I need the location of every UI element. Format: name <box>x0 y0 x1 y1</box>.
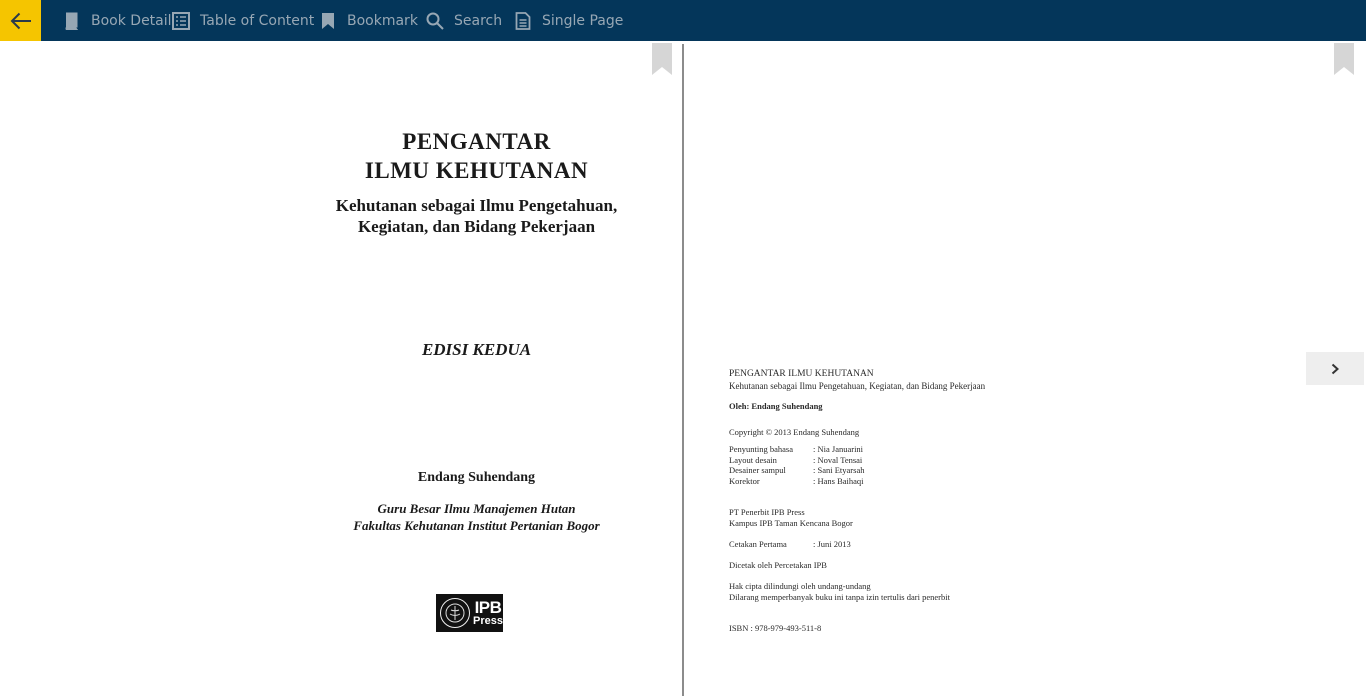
right-page <box>684 41 1366 696</box>
credit-row <box>729 465 864 475</box>
chevron-right-icon <box>1330 363 1340 375</box>
credit-row <box>729 476 864 486</box>
subtitle-line-2: Kegiatan, dan Bidang Pekerjaan <box>357 217 596 236</box>
back-button[interactable] <box>0 0 41 41</box>
bookmark-icon <box>318 11 338 31</box>
reader-toolbar <box>0 0 1366 41</box>
credit-name: : Noval Tensai <box>813 454 863 465</box>
rights-line-1: Hak cipta dilindungi oleh undang-undang <box>729 581 871 591</box>
colophon-subtitle: Kehutanan sebagai Ilmu Pengetahuan, Kegiatan, dan Bidang Pekerjaan <box>729 381 986 391</box>
print-edition <box>729 539 851 549</box>
page-icon <box>513 11 533 31</box>
credit-name: : Nia Januarini <box>813 444 864 454</box>
affiliation-line-1: Guru Besar Ilmu Manajemen Hutan <box>377 501 576 516</box>
bookmark-ribbon-icon <box>652 43 672 75</box>
book-icon <box>62 11 82 31</box>
affiliation-line-2: Fakultas Kehutanan Institut Pertanian Bogor <box>353 518 600 533</box>
credit-role: Korektor <box>729 475 760 486</box>
next-page-button[interactable] <box>1306 352 1364 385</box>
credit-name: : Sani Etyarsah <box>813 465 865 475</box>
book-detail-button[interactable] <box>62 0 172 41</box>
single-page-label: Single Page <box>542 12 624 29</box>
search-icon <box>425 11 445 31</box>
colophon-copyright: Copyright © 2013 Endang Suhendang <box>729 427 860 437</box>
title-line-1: PENGANTAR <box>402 129 551 154</box>
publisher-logo <box>436 594 503 632</box>
credit-row <box>729 444 863 454</box>
rights-line-2: Dilarang memperbanyak buku ini tanpa izin tertulis dari penerbit <box>729 591 950 602</box>
bookmark-button[interactable] <box>318 0 418 41</box>
credit-name: : Hans Baihaqi <box>813 475 864 486</box>
credit-row <box>729 455 862 465</box>
bookmark-ribbon-icon <box>1334 43 1354 75</box>
printed-by: Dicetak oleh Percetakan IPB <box>729 560 827 570</box>
colophon-title: PENGANTAR ILMU KEHUTANAN <box>729 369 874 379</box>
bookmark-label: Bookmark <box>347 12 418 29</box>
single-page-button[interactable] <box>513 0 623 41</box>
edition: EDISI KEDUA <box>421 340 532 359</box>
print-label: Cetakan Pertama <box>729 539 787 549</box>
publisher-address: Kampus IPB Taman Kencana Bogor <box>729 518 853 528</box>
subtitle-line-1: Kehutanan sebagai Ilmu Pengetahuan, <box>335 196 618 215</box>
print-value: : Juni 2013 <box>813 539 851 549</box>
logo-text-press: Press <box>473 615 503 627</box>
author: Endang Suhendang <box>417 470 536 485</box>
publisher-name: PT Penerbit IPB Press <box>729 507 805 517</box>
left-page <box>0 41 682 696</box>
search-label: Search <box>454 12 503 29</box>
back-arrow-icon <box>10 12 32 30</box>
table-of-content-button[interactable] <box>171 0 314 41</box>
logo-text-ipb: IPB <box>474 598 502 617</box>
right-page-bookmark[interactable] <box>1334 43 1354 80</box>
credit-role: Penyunting bahasa <box>729 444 793 454</box>
table-of-content-label: Table of Content <box>200 12 315 29</box>
left-page-bookmark[interactable] <box>652 43 672 80</box>
credit-role: Layout desain <box>729 454 777 465</box>
ipb-seal-icon <box>440 598 470 628</box>
credit-role: Desainer sampul <box>729 465 786 475</box>
search-button[interactable] <box>425 0 502 41</box>
title-line-2: ILMU KEHUTANAN <box>364 158 589 183</box>
book-detail-label: Book Detail <box>91 12 172 29</box>
colophon-author: Oleh: Endang Suhendang <box>729 401 823 411</box>
list-icon <box>171 11 191 31</box>
isbn: ISBN : 978-979-493-511-8 <box>729 623 822 633</box>
